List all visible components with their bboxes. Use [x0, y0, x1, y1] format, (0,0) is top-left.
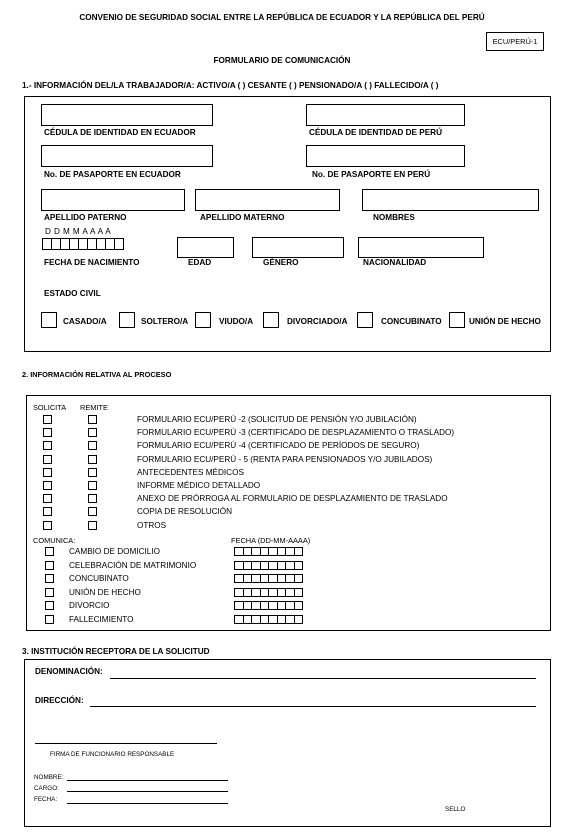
evento-label: CONCUBINATO [69, 574, 129, 583]
genero-field[interactable] [252, 237, 344, 258]
solicita-checkbox[interactable] [43, 481, 52, 490]
concubinato-label: CONCUBINATO [381, 317, 442, 326]
form-title: FORMULARIO DE COMUNICACIÓN [213, 56, 351, 65]
estado-civil-label: ESTADO CIVIL [44, 289, 101, 298]
evento-fecha-field[interactable] [234, 615, 302, 624]
evento-fecha-field[interactable] [234, 561, 302, 570]
solicita-checkbox[interactable] [43, 494, 52, 503]
evento-checkbox[interactable] [45, 561, 54, 570]
pasaporte-ecuador-field[interactable] [41, 145, 213, 167]
solicita-checkbox[interactable] [43, 428, 52, 437]
remite-checkbox[interactable] [88, 494, 97, 503]
remite-checkbox[interactable] [88, 521, 97, 530]
edad-label: EDAD [188, 258, 212, 267]
firma-line[interactable] [35, 743, 217, 744]
documento-label: FORMULARIO ECU/PERÚ -2 (SOLICITUD DE PENSIÓN Y/O JUBILACIÓN) [137, 415, 417, 424]
evento-label: CAMBIO DE DOMICILIO [69, 547, 160, 556]
nacionalidad-label: NACIONALIDAD [363, 258, 427, 267]
remite-checkbox[interactable] [88, 481, 97, 490]
evento-label: CELEBRACIÓN DE MATRIMONIO [69, 561, 197, 570]
genero-label: GÉNERO [263, 258, 299, 267]
nombres-field[interactable] [362, 189, 539, 211]
direccion-line[interactable] [90, 706, 536, 707]
soltero-checkbox[interactable] [119, 312, 135, 328]
documento-label: FORMULARIO ECU/PERÚ - 5 (RENTA PARA PENSIONADOS Y/O JUBILADOS) [137, 455, 433, 464]
documento-label: INFORME MÉDICO DETALLADO [137, 481, 261, 490]
divorciado-checkbox[interactable] [263, 312, 279, 328]
solicita-checkbox[interactable] [43, 415, 52, 424]
evento-fecha-field[interactable] [234, 588, 302, 597]
direccion-label: DIRECCIÓN: [35, 696, 84, 705]
evento-fecha-field[interactable] [234, 547, 302, 556]
casado-checkbox[interactable] [41, 312, 57, 328]
remite-checkbox[interactable] [88, 441, 97, 450]
remite-checkbox[interactable] [88, 415, 97, 424]
casado-label: CASADO/A [63, 317, 107, 326]
union-hecho-checkbox[interactable] [449, 312, 465, 328]
cargo-label: CARGO: [34, 785, 59, 792]
edad-field[interactable] [177, 237, 234, 258]
evento-checkbox[interactable] [45, 615, 54, 624]
evento-fecha-field[interactable] [234, 574, 302, 583]
evento-label: UNIÓN DE HECHO [69, 588, 141, 597]
evento-checkbox[interactable] [45, 588, 54, 597]
solicita-checkbox[interactable] [43, 441, 52, 450]
remite-checkbox[interactable] [88, 468, 97, 477]
divorciado-label: DIVORCIADO/A [287, 317, 348, 326]
apellido-materno-field[interactable] [195, 189, 340, 211]
cedula-peru-field[interactable] [306, 104, 465, 126]
nombres-label: NOMBRES [373, 213, 415, 222]
cedula-peru-label: CÉDULA DE IDENTIDAD DE PERÚ [309, 128, 442, 137]
documento-label: ANEXO DE PRÓRROGA AL FORMULARIO DE DESPLAZAMIENTO DE TRASLADO [137, 494, 448, 503]
sello-label: SELLO [445, 806, 466, 813]
cedula-ecuador-field[interactable] [41, 104, 213, 126]
documento-label: OTROS [137, 521, 167, 530]
cargo-line[interactable] [67, 791, 228, 792]
cedula-ecuador-label: CÉDULA DE IDENTIDAD EN ECUADOR [44, 128, 196, 137]
union-hecho-label: UNIÓN DE HECHO [469, 317, 541, 326]
documento-label: COPIA DE RESOLUCIÓN [137, 507, 233, 516]
fecha-nacimiento-label: FECHA DE NACIMIENTO [44, 258, 140, 267]
fecha-nacimiento-field[interactable] [42, 238, 123, 247]
section3-heading: 3. INSTITUCIÓN RECEPTORA DE LA SOLICITUD [22, 647, 210, 656]
evento-label: DIVORCIO [69, 601, 110, 610]
apellido-paterno-label: APELLIDO PATERNO [44, 213, 127, 222]
evento-checkbox[interactable] [45, 547, 54, 556]
date-format-hint: D D M M A A A A [45, 227, 112, 236]
denominacion-line[interactable] [110, 678, 536, 679]
soltero-label: SOLTERO/A [141, 317, 189, 326]
documento-label: ANTECEDENTES MÉDICOS [137, 468, 244, 477]
fecha-format-label: FECHA (DD-MM-AAAA) [231, 536, 311, 545]
solicita-header: SOLICITA [33, 403, 67, 412]
remite-header: REMITE [80, 403, 108, 412]
remite-checkbox[interactable] [88, 455, 97, 464]
solicita-checkbox[interactable] [43, 455, 52, 464]
nombre-label: NOMBRE: [34, 774, 64, 781]
form-code-box [486, 32, 544, 51]
nombre-line[interactable] [67, 780, 228, 781]
solicita-checkbox[interactable] [43, 468, 52, 477]
nacionalidad-field[interactable] [358, 237, 484, 258]
pasaporte-peru-field[interactable] [306, 145, 465, 167]
evento-checkbox[interactable] [45, 601, 54, 610]
viudo-checkbox[interactable] [195, 312, 211, 328]
section1-heading: 1.- INFORMACIÓN DEL/LA TRABAJADOR/A: ACTIVO/A ( ) CESANTE ( ) PENSIONADO/A ( ) FALLECIDO/A ( ) [22, 81, 439, 90]
fecha-label: FECHA: [34, 796, 58, 803]
apellido-materno-label: APELLIDO MATERNO [200, 213, 285, 222]
remite-checkbox[interactable] [88, 428, 97, 437]
evento-label: FALLECIMIENTO [69, 615, 134, 624]
documento-label: FORMULARIO ECU/PERÚ -4 (CERTIFICADO DE PERÍODOS DE SEGURO) [137, 441, 420, 450]
viudo-label: VIUDO/A [219, 317, 254, 326]
documento-label: FORMULARIO ECU/PERÚ -3 (CERTIFICADO DE DESPLAZAMIENTO O TRASLADO) [137, 428, 455, 437]
evento-fecha-field[interactable] [234, 601, 302, 610]
form-code: ECU/PERÚ-1 [492, 37, 538, 46]
firma-label: FIRMA DE FUNCIONARIO RESPONSABLE [50, 751, 175, 758]
fecha-line[interactable] [67, 803, 228, 804]
apellido-paterno-field[interactable] [41, 189, 185, 211]
evento-checkbox[interactable] [45, 574, 54, 583]
remite-checkbox[interactable] [88, 507, 97, 516]
comunica-label: COMUNICA: [33, 536, 76, 545]
denominacion-label: DENOMINACIÓN: [35, 667, 103, 676]
concubinato-checkbox[interactable] [357, 312, 373, 328]
section2-heading: 2. INFORMACIÓN RELATIVA AL PROCESO [22, 370, 172, 379]
pasaporte-peru-label: No. DE PASAPORTE EN PERÚ [312, 170, 431, 179]
solicita-checkbox[interactable] [43, 507, 52, 516]
pasaporte-ecuador-label: No. DE PASAPORTE EN ECUADOR [44, 170, 181, 179]
solicita-checkbox[interactable] [43, 521, 52, 530]
document-title: CONVENIO DE SEGURIDAD SOCIAL ENTRE LA REPÚBLICA DE ECUADOR Y LA REPÚBLICA DEL PERÚ [79, 13, 485, 22]
